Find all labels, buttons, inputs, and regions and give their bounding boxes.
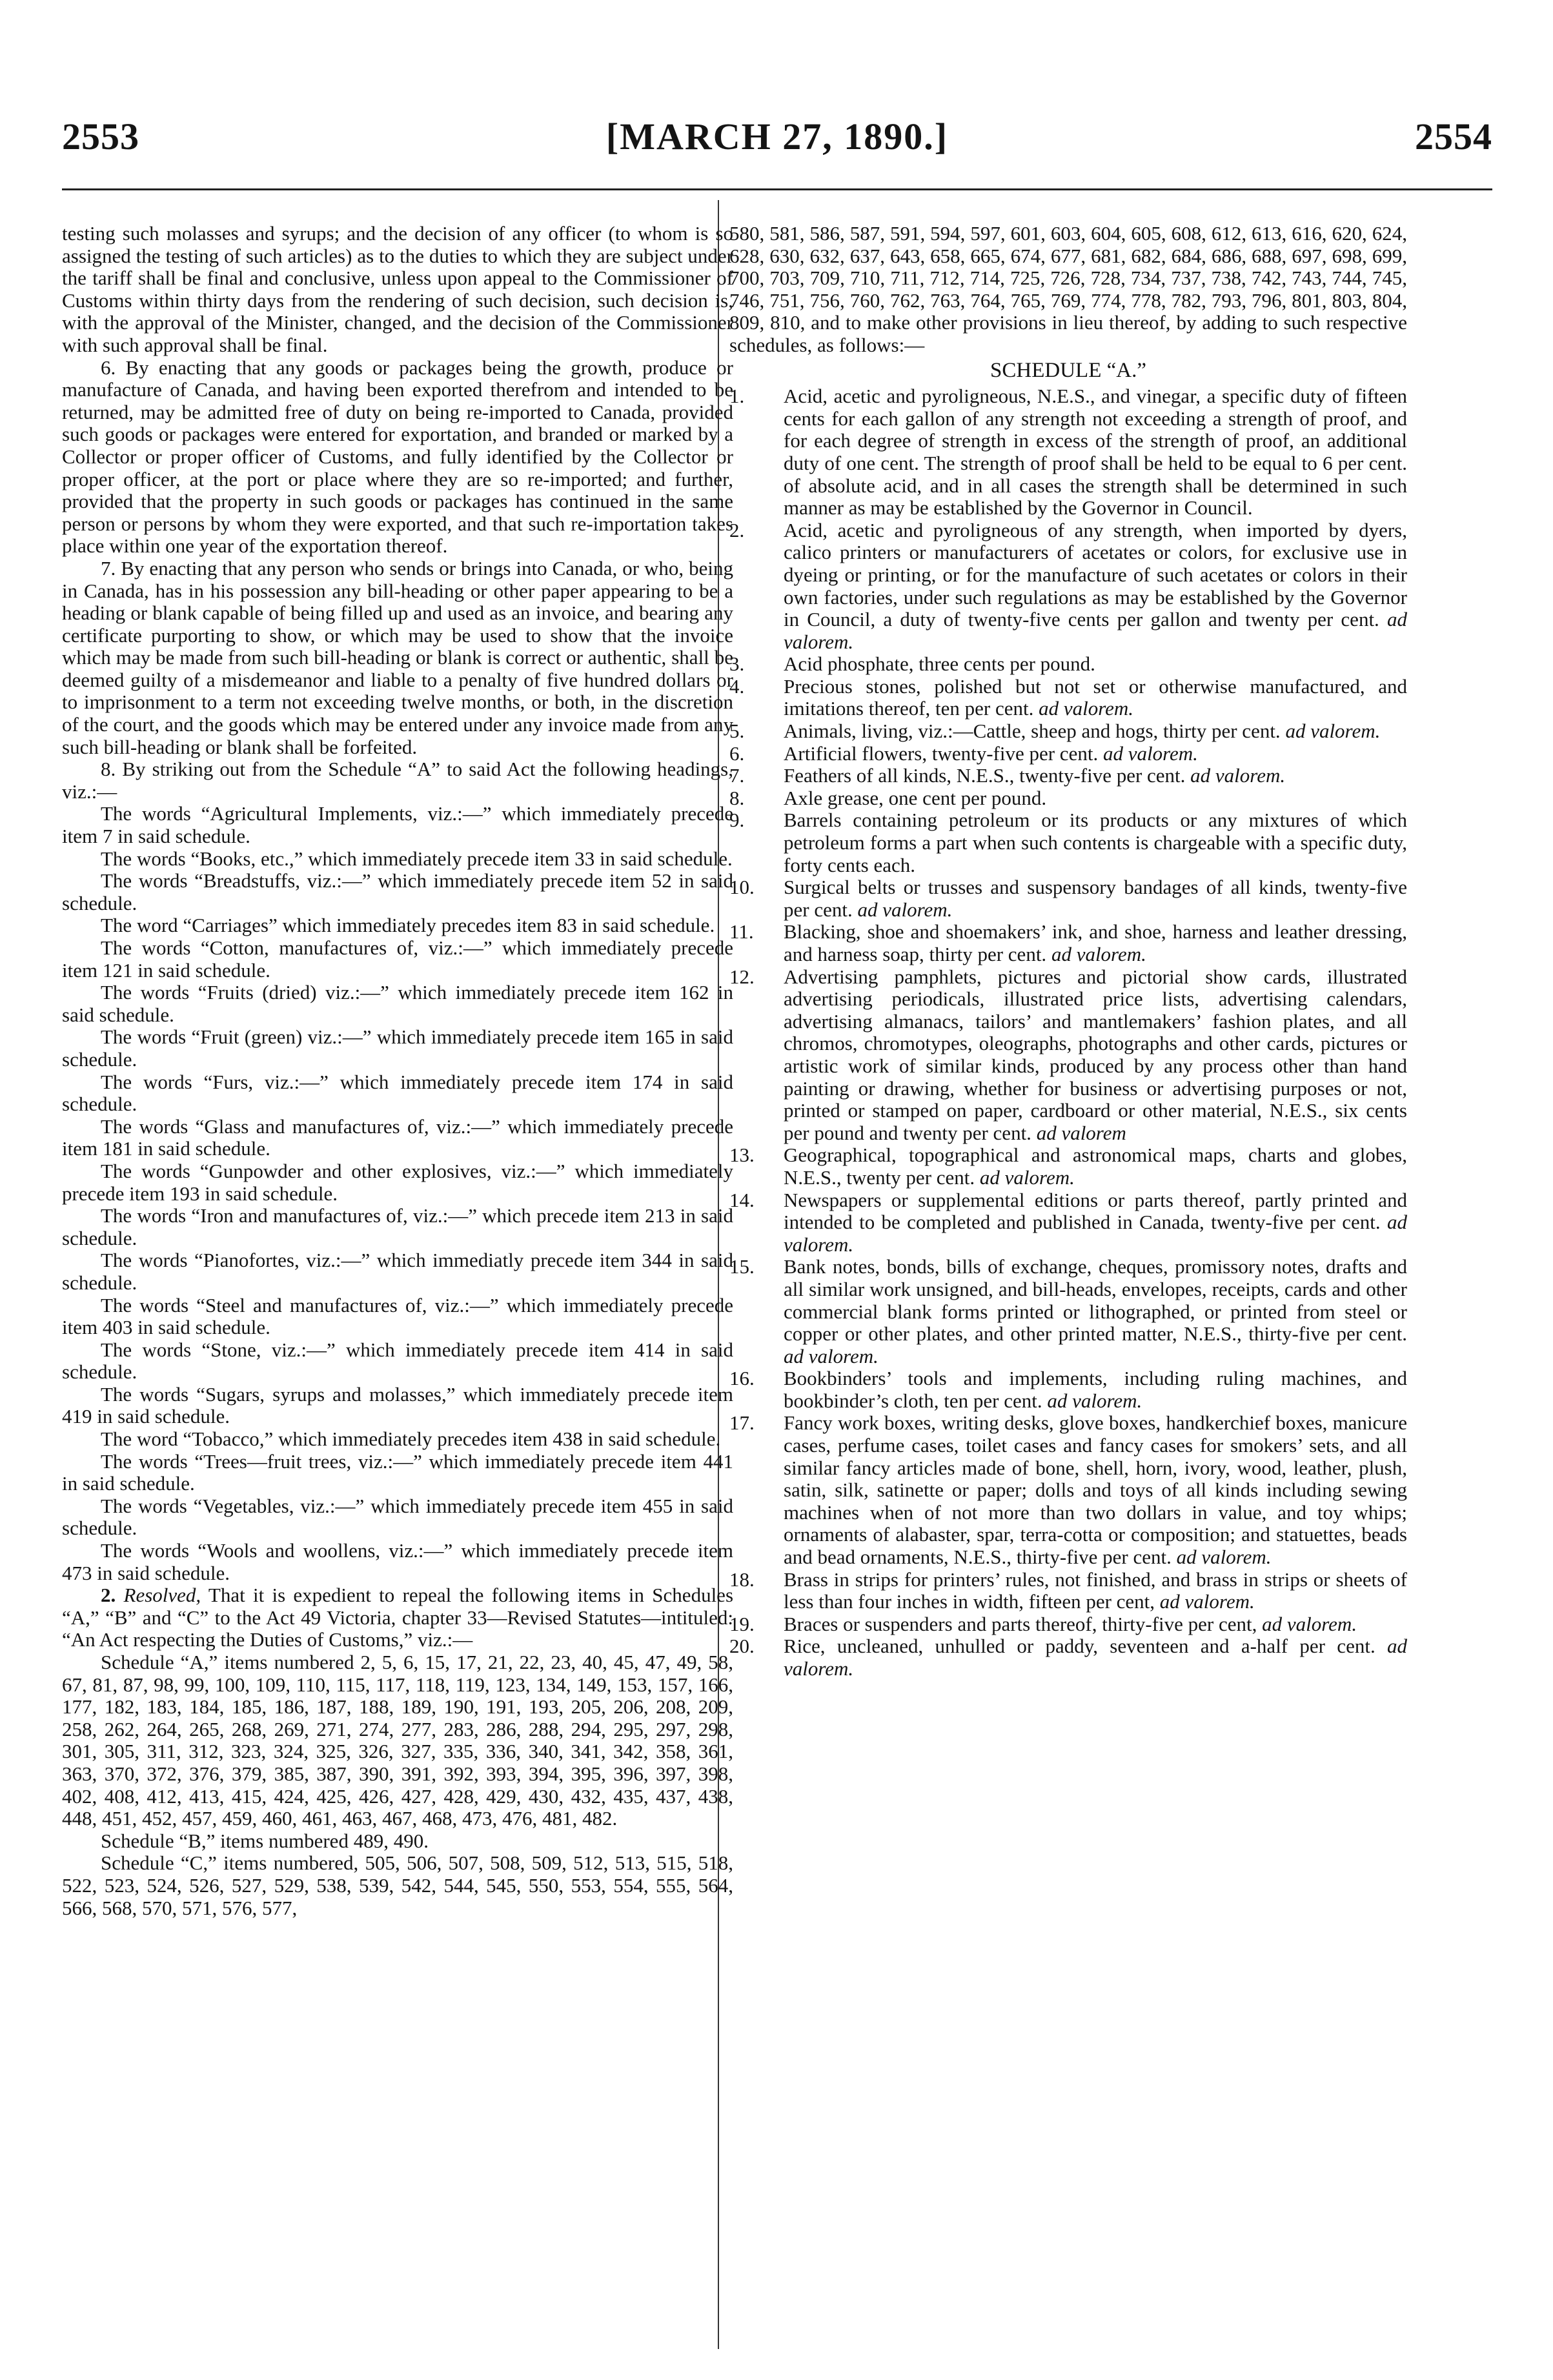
item-text: Barrels containing petroleum or its products or any mixtures of which petroleum forms a part when such contents is chargeable with a specific duty, forty cents each. xyxy=(784,809,1407,876)
item-italic: ad valorem. xyxy=(784,1211,1407,1256)
schedule-title: SCHEDULE “A.” xyxy=(990,358,1146,382)
item-text: Feathers of all kinds, N.E.S., twenty-five per cent. xyxy=(784,764,1186,787)
item-italic: ad valorem. xyxy=(975,1165,1075,1189)
paragraph: 8. By striking out from the Schedule “A” to said Act the following headings, viz.:— xyxy=(62,758,733,803)
item-number: 6. xyxy=(729,741,745,765)
item-text: Braces or suspenders and parts thereof, thirty-five per cent, xyxy=(784,1612,1257,1635)
schedule-item xyxy=(729,921,1407,965)
heading-entry: The words “Iron and manufactures of, viz.:—” which precede item 213 in said schedule. xyxy=(62,1204,733,1249)
header-rule xyxy=(62,188,1492,190)
left-page-number: 2553 xyxy=(62,116,139,157)
item-italic: ad valorem. xyxy=(1171,1546,1272,1569)
item-italic: ad valorem. xyxy=(1257,1612,1357,1635)
heading-entry: The words “Books, etc.,” which immediately precede item 33 in said schedule. xyxy=(101,847,733,870)
item-number: 13. xyxy=(729,1144,755,1167)
resolution-paragraph xyxy=(62,1584,733,1651)
item-number: 9. xyxy=(729,809,745,832)
item-text: Animals, living, viz.:—Cattle, sheep and hogs, thirty per cent. xyxy=(784,720,1281,743)
schedule-item xyxy=(729,787,1407,810)
paragraph: 7. By enacting that any person who sends or brings into Canada, or who, being in Canada, has in his possession any bill-heading or other paper appearing to be a heading or blank capable of being filled up and used as an invoice, and bearing any certificate purporting to show, or which may be used to show that the invoice which may be made from such bill-heading or blank is correct or authentic, shall be deemed guilty of a misdemeanor and liable to a penalty of five hundred dollars or to imprisonment to a term not exceeding twelve months, or both, in the discretion of the court, and the goods which may be entered under any invoice made from any such bill-heading or blank shall be forfeited. xyxy=(62,556,733,758)
heading-entry: The words “Stone, viz.:—” which immediately precede item 414 in said schedule. xyxy=(62,1338,733,1384)
heading-entry: The words “Furs, viz.:—” which immediately precede item 174 in said schedule. xyxy=(62,1070,733,1116)
item-number: 17. xyxy=(729,1411,755,1435)
heading-entry: The words “Trees—fruit trees, viz.:—” which immediately precede item 441 in said schedule. xyxy=(62,1449,733,1495)
page-header xyxy=(62,115,1492,166)
item-text: Artificial flowers, twenty-five per cent. xyxy=(784,741,1099,765)
item-number: 19. xyxy=(729,1612,755,1635)
item-text: Newspapers or supplemental editions or parts thereof, partly printed and intended to be completed and published in Canada, twenty-five per cent. xyxy=(784,1188,1407,1234)
item-number: 3. xyxy=(729,652,745,676)
item-italic: ad valorem. xyxy=(1155,1590,1255,1613)
item-italic: ad valorem. xyxy=(1098,741,1198,765)
item-text: Rice, uncleaned, unhulled or paddy, seventeen and a-half per cent. xyxy=(784,1635,1375,1658)
item-text: Axle grease, one cent per pound. xyxy=(784,786,1047,809)
item-text: Advertising pamphlets, pictures and pictorial show cards, illustrated advertising periodicals, illustrated price lists, advertising calendars, advertising almanacs, tailors’ and mantlemakers’ fashion plates, and all chromos, chromotypes, oleographs, photographs and other cards, pictures or artistic work of similar kinds, produced by any process other than hand painting or drawing, whether for business or advertising purposes or not, printed or stamped on paper, cardboard or other material, N.E.S., six cents per pound and twenty per cent. xyxy=(784,965,1407,1144)
schedule-item xyxy=(729,1635,1407,1680)
item-italic: ad valorem. xyxy=(1185,764,1286,787)
item-text: Acid phosphate, three cents per pound. xyxy=(784,652,1095,676)
schedule-item xyxy=(729,876,1407,921)
schedule-item xyxy=(729,519,1407,654)
schedule-item xyxy=(729,743,1407,765)
heading-entry: The words “Vegetables, viz.:—” which immediately precede item 455 in said schedule. xyxy=(62,1494,733,1540)
item-text: Precious stones, polished but not set or otherwise manufactured, and imitations thereof, ten per cent. xyxy=(784,674,1407,720)
paragraph: testing such molasses and syrups; and the decision of any officer (to whom is so assigned the testing of such articles) as to the duties to which they are subject under the tariff shall be final and conclusive, unless upon appeal to the Commissioner of Customs within thirty days from the rendering of such decision, such decision is, with the approval of the Minister, changed, and the decision of the Commissioner with such approval shall be final. xyxy=(62,222,733,356)
schedule-item xyxy=(729,809,1407,876)
item-text: Acid, acetic and pyroligneous of any strength, when imported by dyers, calico printers or manufacturers of acetates or colors, for exclusive use in dyeing or printing, or for the manufacture of such acetates or colors in their own factories, under such regulations as may be established by the Governor in Council, a duty of twenty-five cents per gallon and twenty per cent. xyxy=(784,518,1407,631)
left-column xyxy=(62,223,733,1919)
heading-entry: The word “Tobacco,” which immediately precedes item 438 in said schedule. xyxy=(101,1427,721,1451)
schedule-c-list: Schedule “C,” items numbered, 505, 506, 507, 508, 509, 512, 513, 515, 518, 522, 523, 524, 526, 527, 529, 538, 539, 542, 544, 545, 550, 553, 554, 555, 564, 566, 568, 570, 571, 576, 577, xyxy=(62,1851,733,1919)
schedule-item xyxy=(729,676,1407,720)
item-italic: ad valorem. xyxy=(1033,697,1134,720)
item-text: Brass in strips for printers’ rules, not finished, and brass in strips or sheets of less than four inches in width, fifteen per cent, xyxy=(784,1568,1407,1613)
item-text: Blacking, shoe and shoemakers’ ink, and shoe, harness and leather dressing, and harness soap, thirty per cent. xyxy=(784,920,1407,965)
schedule-item xyxy=(729,720,1407,743)
item-number: 11. xyxy=(729,920,754,943)
schedule-continuation: 580, 581, 586, 587, 591, 594, 597, 601, 603, 604, 605, 608, 612, 613, 616, 620, 624, 628, 630, 632, 637, 643, 658, 665, 674, 677, 681, 682, 684, 686, 688, 697, 698, 699, 700, 703, 709, 710, 711, 712, 714, 725, 726, 728, 734, 737, 738, 742, 743, 744, 745, 746, 751, 756, 760, 762, 763, 764, 765, 769, 774, 778, 782, 793, 796, 801, 803, 804, 809, 810, and to make other provisions in lieu thereof, by adding to such respective schedules, as follows:— xyxy=(729,222,1407,356)
item-number: 16. xyxy=(729,1367,755,1390)
item-italic: ad valorem. xyxy=(1046,943,1146,965)
item-text: Acid, acetic and pyroligneous, N.E.S., and vinegar, a specific duty of fifteen cents for each gallon of any strength not exceeding a strength of proof, and for each degree of strength in excess of the strength of proof, an additional duty of one cent. The strength of proof shall be held to be equal to 6 per cent. of absolute acid, and in all cases the strength shall be determined in such manner as may be established by the Governor in Council. xyxy=(784,385,1407,519)
resolution-text: That it is expedient to repeal the following items in Schedules “A,” “B” and “C” to the Act 49 Victoria, chapter 33—Revised Statutes—intituled: “An Act respecting the Duties of Customs,” viz.:— xyxy=(62,1584,734,1651)
right-page-number: 2554 xyxy=(1415,116,1492,157)
schedule-item xyxy=(729,1189,1407,1256)
item-number: 1. xyxy=(729,385,745,408)
heading-entry: The word “Carriages” which immediately precedes item 83 in said schedule. xyxy=(101,914,715,937)
heading-entry: The words “Breadstuffs, viz.:—” which immediately precede item 52 in said schedule. xyxy=(62,869,733,914)
schedule-b-list: Schedule “B,” items numbered 489, 490. xyxy=(101,1829,429,1852)
schedule-item xyxy=(729,1412,1407,1568)
schedule-item xyxy=(729,1144,1407,1189)
heading-entry: The words “Fruits (dried) viz.:—” which immediately precede item 162 in said schedule. xyxy=(62,981,733,1026)
schedule-item xyxy=(729,1569,1407,1613)
item-text: Bank notes, bonds, bills of exchange, cheques, promissory notes, drafts and all similar work unsigned, and bill-heads, envelopes, receipts, cards and other commercial blank forms printed or lithographed, or printed from steel or copper or other plates, and other printed matter, N.E.S., thirty-five per cent. xyxy=(784,1255,1407,1346)
item-number: 14. xyxy=(729,1188,755,1211)
schedule-a-list: Schedule “A,” items numbered 2, 5, 6, 15, 17, 21, 22, 23, 40, 45, 47, 49, 58, 67, 81, 87, 98, 99, 100, 109, 110, 115, 117, 118, 119, 123, 134, 149, 153, 157, 166, 177, 182, 183, 184, 185, 186, 187, 188, 189, 190, 191, 193, 205, 206, 208, 209, 258, 262, 264, 265, 268, 269, 271, 274, 277, 283, 286, 288, 294, 295, 297, 298, 301, 305, 311, 312, 323, 324, 325, 326, 327, 335, 336, 340, 341, 342, 358, 361, 363, 370, 372, 376, 379, 385, 387, 390, 391, 392, 393, 394, 395, 396, 397, 398, 402, 408, 412, 413, 415, 424, 425, 426, 427, 428, 429, 430, 432, 435, 437, 438, 448, 451, 452, 457, 459, 460, 461, 463, 467, 468, 473, 476, 481, 482. xyxy=(62,1651,733,1830)
heading-entry: The words “Agricultural Implements, viz.:—” which immediately precede item 7 in said schedule. xyxy=(62,802,733,848)
schedule-item xyxy=(729,765,1407,787)
schedule-item xyxy=(729,1367,1407,1412)
item-italic: ad valorem. xyxy=(852,898,953,921)
heading-entry: The words “Cotton, manufactures of, viz.:—” which immediately precede item 121 in said schedule. xyxy=(62,936,733,982)
item-italic: ad valorem xyxy=(1031,1121,1126,1144)
heading-entry: The words “Steel and manufactures of, viz.:—” which immediately precede item 403 in said schedule. xyxy=(62,1293,733,1339)
heading-entry: The words “Fruit (green) viz.:—” which immediately precede item 165 in said schedule. xyxy=(62,1025,733,1071)
schedule-item xyxy=(729,1256,1407,1367)
heading-entry: The words “Pianofortes, viz.:—” which immediatly precede item 344 in said schedule. xyxy=(62,1249,733,1294)
schedule-item xyxy=(729,653,1407,676)
schedule-items xyxy=(729,385,1407,1680)
heading-entry: The words “Glass and manufactures of, viz.:—” which immediately precede item 181 in said schedule. xyxy=(62,1114,733,1160)
resolution-word: Resolved, xyxy=(123,1584,201,1607)
item-number: 7. xyxy=(729,764,745,787)
heading-entry: The words “Gunpowder and other explosives, viz.:—” which immediately precede item 193 in said schedule. xyxy=(62,1159,733,1205)
item-italic: ad valorem. xyxy=(1042,1389,1142,1412)
heading-entry: The words “Wools and woollens, viz.:—” which immediately precede item 473 in said schedule. xyxy=(62,1539,733,1584)
item-italic: ad valorem. xyxy=(784,1344,878,1367)
item-text: Bookbinders’ tools and implements, including ruling machines, and bookbinder’s cloth, ten per cent. xyxy=(784,1367,1407,1412)
item-italic: ad valorem. xyxy=(1280,720,1381,743)
item-number: 2. xyxy=(729,518,745,541)
item-number: 15. xyxy=(729,1255,755,1278)
heading-entry: The words “Sugars, syrups and molasses,” which immediately precede item 419 in said schedule. xyxy=(62,1382,733,1428)
header-date: [MARCH 27, 1890.] xyxy=(605,116,949,157)
item-number: 12. xyxy=(729,965,755,988)
right-column xyxy=(729,223,1407,1680)
item-italic: ad valorem. xyxy=(784,608,1408,653)
item-text: Surgical belts or trusses and suspensory bandages of all kinds, twenty-five per cent. xyxy=(784,876,1407,921)
item-number: 4. xyxy=(729,674,745,698)
item-number: 20. xyxy=(729,1635,755,1658)
item-number: 8. xyxy=(729,786,745,809)
resolution-number: 2. xyxy=(101,1584,116,1607)
item-text: Fancy work boxes, writing desks, glove boxes, handkerchief boxes, manicure cases, perfume cases, toilet cases and fancy cases for smokers’ sets, and all similar fancy articles made of bone, shell, horn, ivory, wood, leather, plush, satin, silk, satinette or paper; dolls and toys of all kinds including sewing machines when of not more than two dollars in value, and toy whips; ornaments of alabaster, spar, terra-cotta or composition; and statuettes, beads and bead ornaments, N.E.S., thirty-five per cent. xyxy=(784,1411,1407,1569)
schedule-item xyxy=(729,1613,1407,1636)
schedule-item xyxy=(729,385,1407,519)
item-text: Geographical, topographical and astronomical maps, charts and globes, N.E.S., twenty per cent. xyxy=(784,1144,1407,1189)
item-number: 18. xyxy=(729,1568,755,1591)
schedule-item xyxy=(729,966,1407,1145)
item-number: 10. xyxy=(729,876,755,899)
item-italic: ad valorem. xyxy=(784,1635,1408,1680)
item-number: 5. xyxy=(729,720,745,743)
paragraph: 6. By enacting that any goods or packages being the growth, produce or manufacture of Canada, and having been exported therefrom and intended to be returned, may be admitted free of duty on being re-imported to Canada, provided such goods or packages were entered for exportation, and branded or marked by a Collector or proper officer of Customs, and fully identified by the Collector or proper officer, at the port or place where they are so re-imported; and further, provided that the property in such goods or packages has continued in the same person or persons by whom they were exported, and that such re-importation takes place within one year of the exportation thereof. xyxy=(62,356,733,558)
